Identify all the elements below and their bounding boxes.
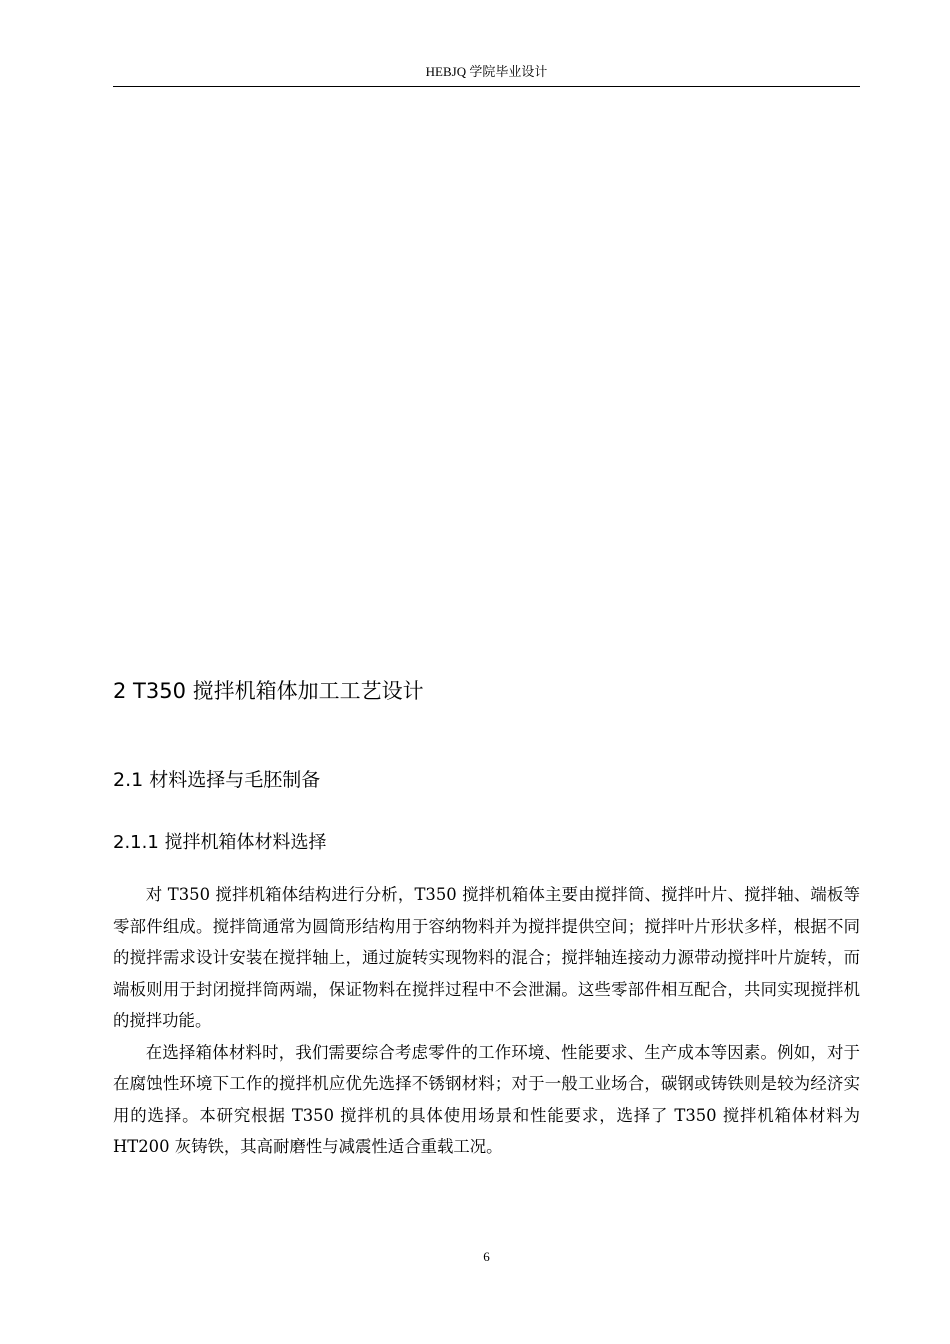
subsection-heading: 2.1.1 搅拌机箱体材料选择: [113, 832, 327, 853]
running-header: HEBJQ 学院毕业设计: [425, 64, 548, 79]
paragraph-structure-analysis: 对 T350 搅拌机箱体结构进行分析，T350 搅拌机箱体主要由搅拌筒、搅拌叶片、搅拌轴、端板等零部件组成。搅拌筒通常为圆筒形结构用于容纳物料并为搅拌提供空间；搅拌叶片形状多样，根据不同的搅拌需求设计安装在搅拌轴上，通过旋转实现物料的混合；搅拌轴连接动力源带动搅拌叶片旋转，而端板则用于封闭搅拌筒两端，保证物料在搅拌过程中不会泄漏。这些零部件相互配合，共同实现搅拌机的搅拌功能。: [113, 885, 860, 1030]
chapter-heading: 2 T350 搅拌机箱体加工工艺设计: [113, 679, 424, 703]
body-text: [113, 879, 860, 1163]
page-number: 6: [483, 1249, 490, 1264]
header-divider: [113, 86, 860, 87]
section-heading: 2.1 材料选择与毛胚制备: [113, 769, 321, 791]
paragraph-material-selection: 在选择箱体材料时，我们需要综合考虑零件的工作环境、性能要求、生产成本等因素。例如，对于在腐蚀性环境下工作的搅拌机应优先选择不锈钢材料；对于一般工业场合，碳钢或铸铁则是较为经济实用的选择。本研究根据 T350 搅拌机的具体使用场景和性能要求，选择了 T350 搅拌机箱体材料为 HT200 灰铸铁，其高耐磨性与减震性适合重载工况。: [113, 1042, 860, 1156]
